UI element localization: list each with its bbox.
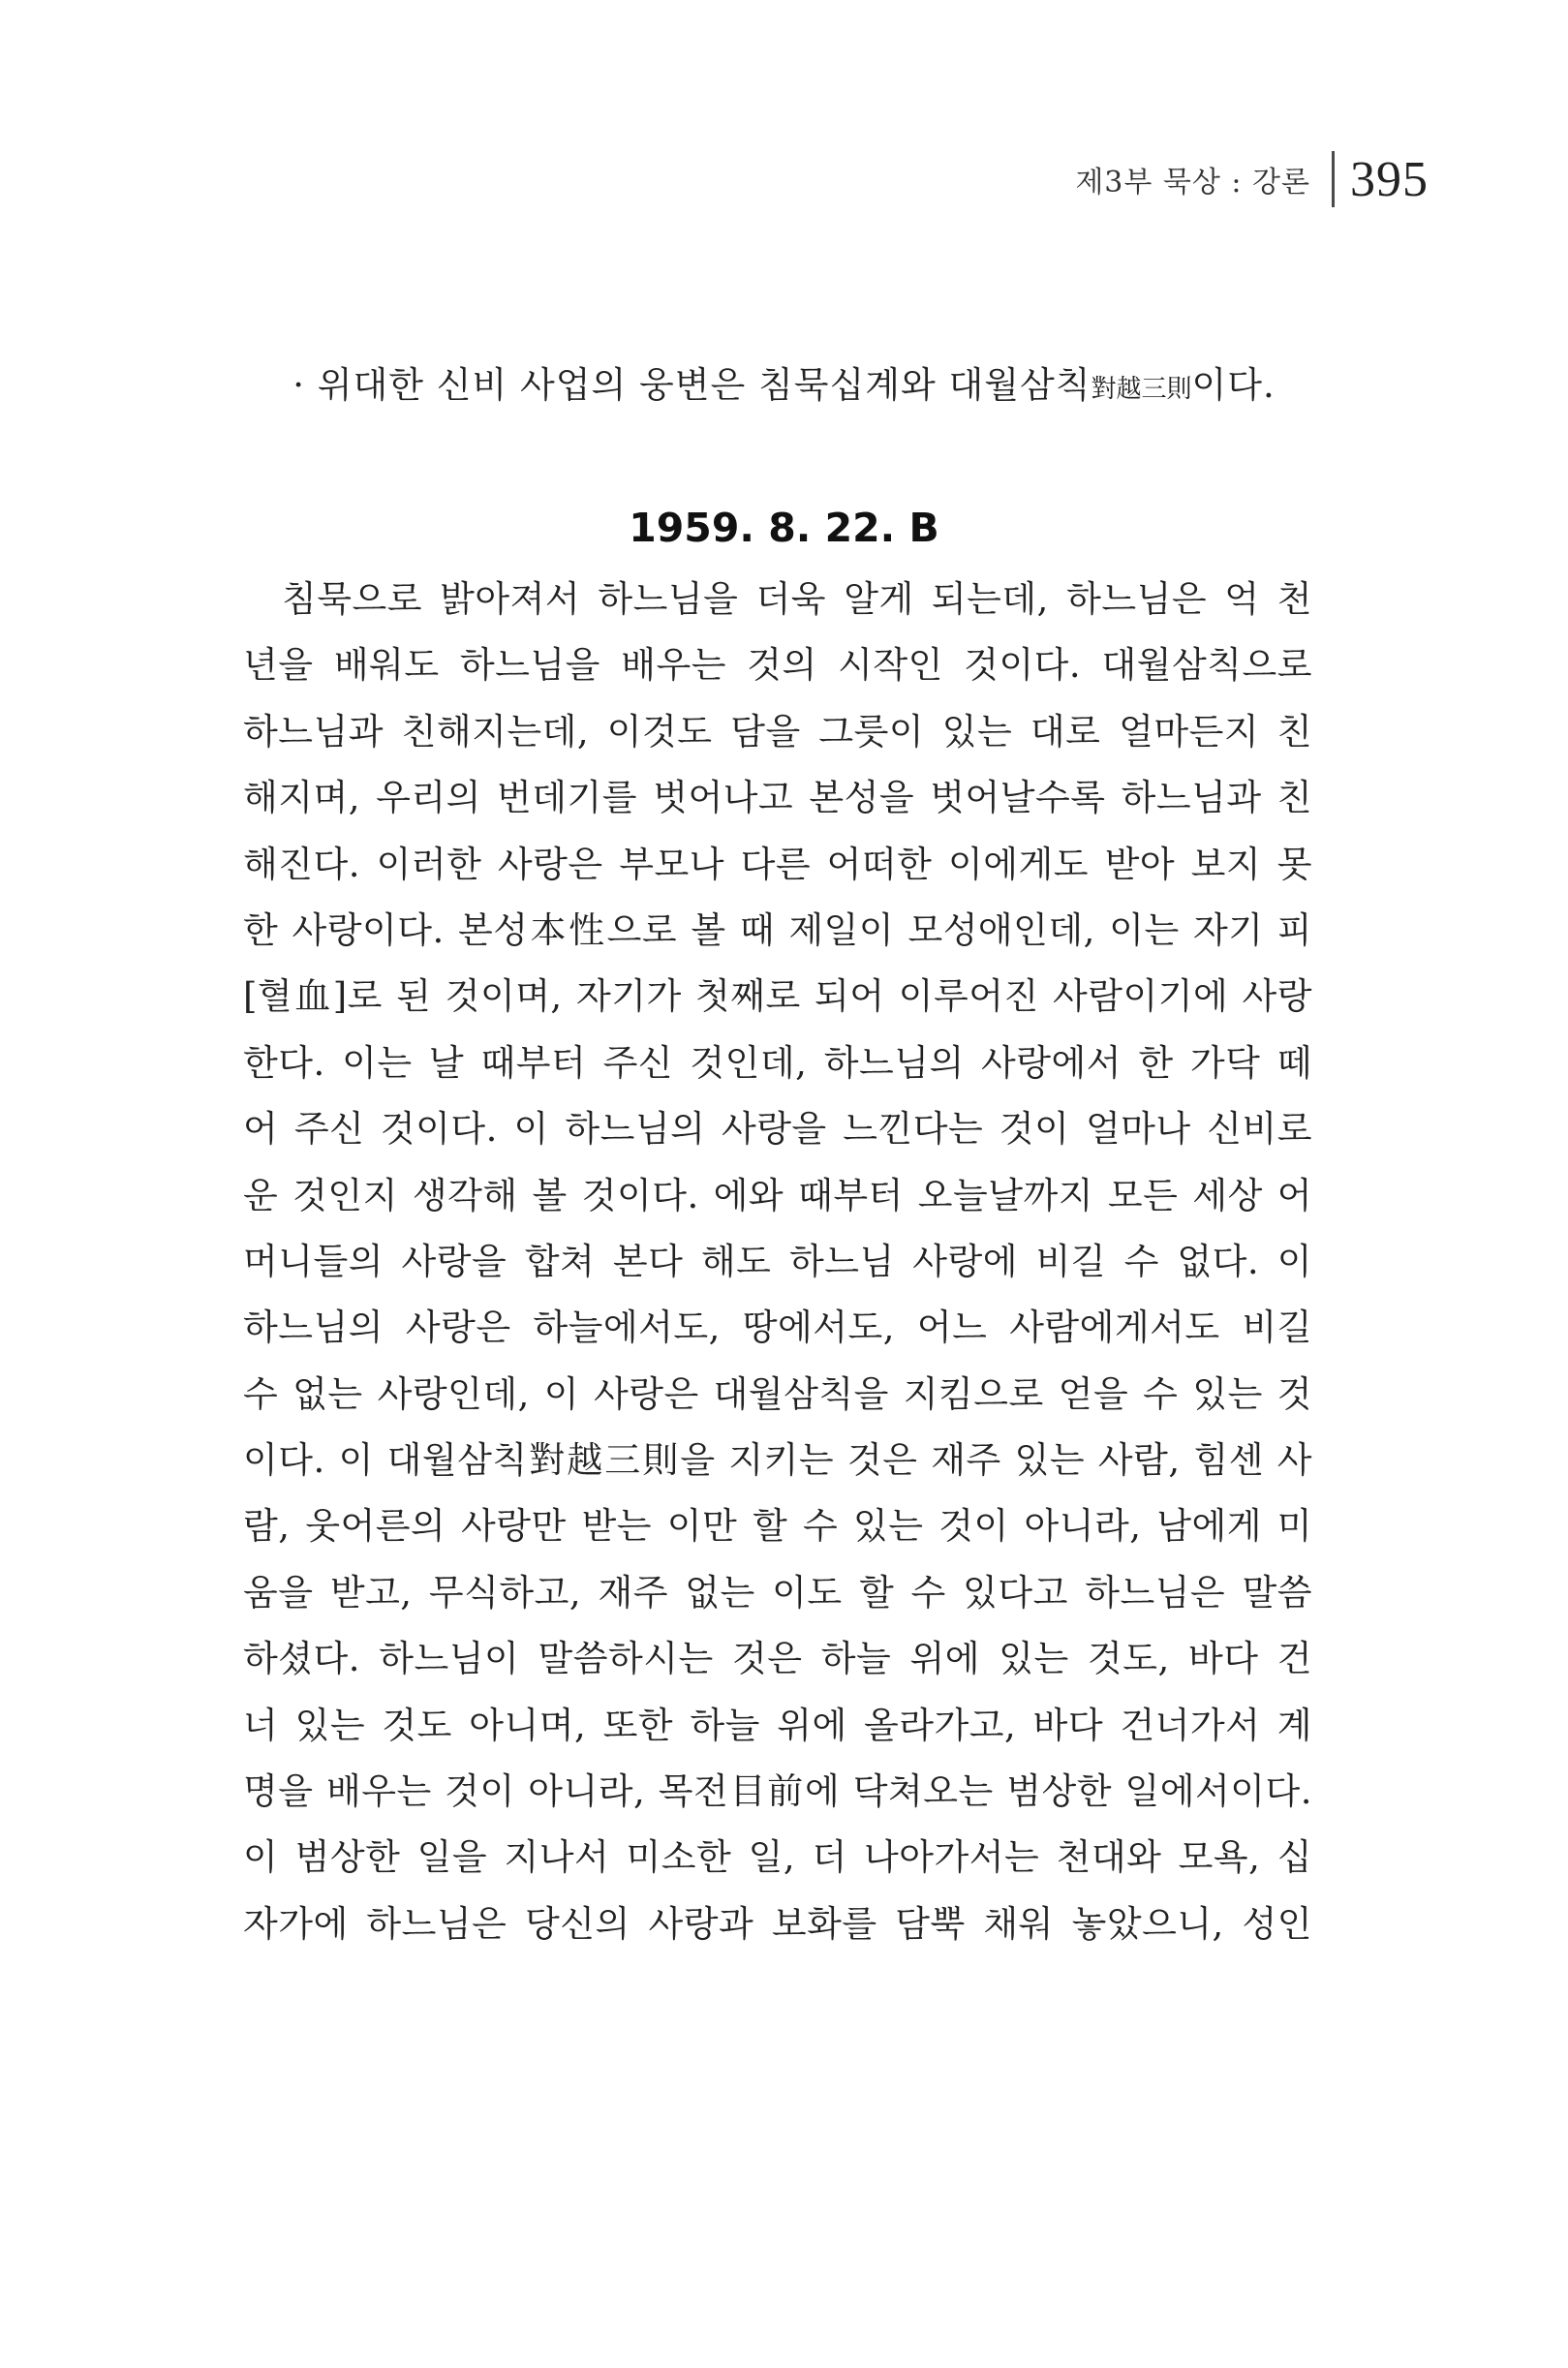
body-line: 이다. 이 대월삼칙對越三則을 지키는 것은 재주 있는 사람, 힘센 사 [243, 1439, 1312, 1482]
body-line: 자가에 하느님은 당신의 사랑과 보화를 담뿍 채워 놓았으니, 성인 [243, 1902, 1312, 1945]
body-line: 하느님의 사랑은 하늘에서도, 땅에서도, 어느 사람에게서도 비길 [243, 1307, 1312, 1349]
section-heading: 1959. 8. 22. B [629, 505, 939, 551]
body-line: 년을 배워도 하느님을 배우는 것의 시작인 것이다. 대월삼칙으로 [243, 644, 1312, 687]
body-line: 하셨다. 하느님이 말씀하시는 것은 하늘 위에 있는 것도, 바다 건 [243, 1638, 1312, 1680]
body-line: 해지며, 우리의 번데기를 벗어나고 본성을 벗어날수록 하느님과 친 [243, 777, 1312, 819]
bullet-text-end: 이다. [1191, 364, 1276, 406]
body-line: 머니들의 사랑을 합쳐 본다 해도 하느님 사랑에 비길 수 없다. 이 [243, 1240, 1312, 1282]
body-line: 침묵으로 밝아져서 하느님을 더욱 알게 되는데, 하느님은 억 천 [282, 578, 1312, 620]
body-line: 너 있는 것도 아니며, 또한 하늘 위에 올라가고, 바다 건너가서 계 [243, 1704, 1312, 1746]
bullet-hanja: 對越三則 [1091, 375, 1192, 404]
body-line: 한 사랑이다. 본성本性으로 볼 때 제일이 모성애인데, 이는 자기 피 [243, 908, 1312, 951]
body-line: 명을 배우는 것이 아니라, 목전目前에 닥쳐오는 범상한 일에서이다. [243, 1770, 1312, 1813]
body-line: 하느님과 친해지는데, 이것도 담을 그릇이 있는 대로 얼마든지 친 [243, 710, 1312, 753]
bullet-marker: · [292, 364, 306, 406]
bullet-text: 위대한 신비 사업의 웅변은 침묵십계와 대월삼칙 [305, 364, 1091, 406]
running-head [1075, 145, 1429, 213]
running-head-divider [1332, 151, 1335, 207]
body-line: 수 없는 사랑인데, 이 사랑은 대월삼칙을 지킴으로 얻을 수 있는 것 [243, 1372, 1312, 1415]
body-line: 한다. 이는 날 때부터 주신 것인데, 하느님의 사랑에서 한 가닥 떼 [243, 1041, 1312, 1084]
body-line: 어 주신 것이다. 이 하느님의 사랑을 느낀다는 것이 얼마나 신비로 [243, 1108, 1312, 1151]
body-paragraph [243, 567, 1312, 1957]
body-line: 람, 웃어른의 사랑만 받는 이만 할 수 있는 것이 아니라, 남에게 미 [243, 1505, 1312, 1548]
body-line: 움을 받고, 무식하고, 재주 없는 이도 할 수 있다고 하느님은 말씀 [243, 1571, 1312, 1614]
body-line: 이 범상한 일을 지나서 미소한 일, 더 나아가서는 천대와 모욕, 십 [243, 1836, 1312, 1879]
running-head-title: 제3부 묵상 : 강론 [1075, 166, 1310, 200]
page-number: 395 [1350, 151, 1429, 207]
body-line: 해진다. 이러한 사랑은 부모나 다른 어떠한 이에게도 받아 보지 못 [243, 843, 1312, 885]
body-line: [혈血]로 된 것이며, 자기가 첫째로 되어 이루어진 사람이기에 사랑 [243, 975, 1312, 1018]
body-line: 운 것인지 생각해 볼 것이다. 에와 때부터 오늘날까지 모든 세상 어 [243, 1174, 1312, 1216]
bullet-point [0, 356, 1568, 418]
